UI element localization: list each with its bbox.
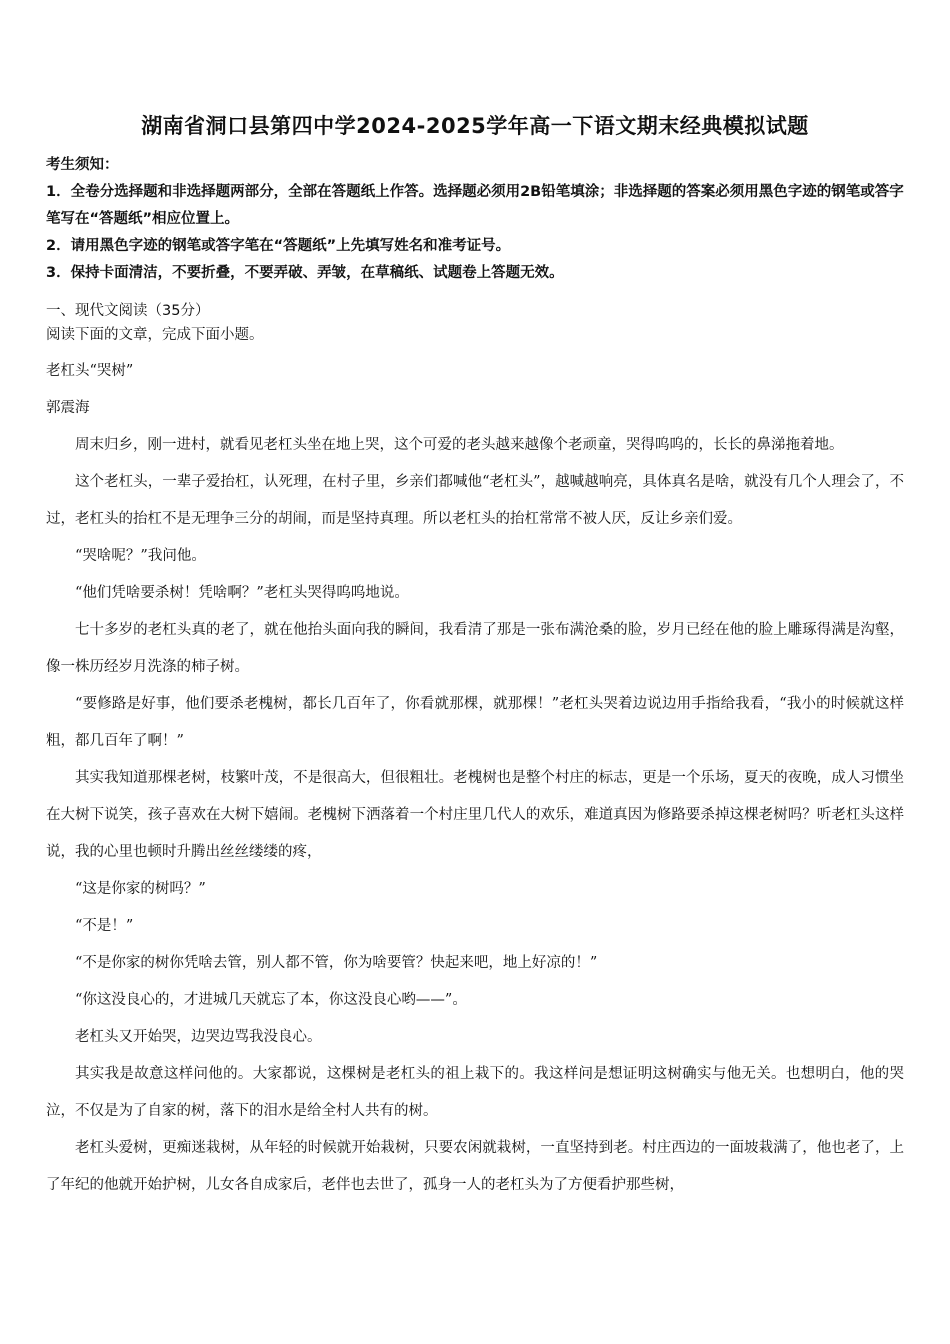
section-title: 一、现代文阅读（35分） xyxy=(46,303,210,319)
notice-item-2: 2．请用黑色字迹的钢笔或答字笔在“答题纸”上先填写姓名和准考证号。 xyxy=(46,238,511,254)
paragraph: 七十多岁的老杠头真的老了，就在他抬头面向我的瞬间，我看清了那是一张布满沧桑的脸，岁月已经在他的脸上雕琢得满是沟壑，像一株历经岁月洗涤的柿子树。 xyxy=(46,622,904,675)
paragraph: “不是你家的树你凭啥去管，别人都不管，你为啥要管？快起来吧，地上好凉的！” xyxy=(75,955,598,971)
paragraph: 周末归乡，刚一进村，就看见老杠头坐在地上哭，这个可爱的老头越来越像个老顽童，哭得呜呜的，长长的鼻涕拖着地。 xyxy=(75,437,844,453)
paragraph: 老杠头又开始哭，边哭边骂我没良心。 xyxy=(75,1029,322,1045)
notice-item-1: 1．全卷分选择题和非选择题两部分，全部在答题纸上作答。选择题必须用2B铅笔填涂；非选择题的答案必须用黑色字迹的钢笔或答字笔写在“答题纸”相应位置上。 xyxy=(46,184,904,227)
article-author: 郭震海 xyxy=(46,400,90,416)
section-instruction: 阅读下面的文章，完成下面小题。 xyxy=(46,327,264,343)
page-title: 湖南省洞口县第四中学2024-2025学年高一下语文期末经典模拟试题 xyxy=(141,114,809,138)
reading-section xyxy=(46,299,904,1204)
paragraph: “要修路是好事，他们要杀老槐树，都长几百年了，你看就那棵，就那棵！”老杠头哭着边说边用手指给我看，“我小的时候就这样粗，都几百年了啊！” xyxy=(46,696,904,749)
paragraph: 这个老杠头，一辈子爱抬杠，认死理，在村子里，乡亲们都喊他“老杠头”，越喊越响亮，具体真名是啥，就没有几个人理会了，不过，老杠头的抬杠不是无理争三分的胡闹，而是坚持真理。所以老杠头的抬杠常常不被人厌，反让乡亲们爱。 xyxy=(46,474,904,527)
article xyxy=(46,353,904,1204)
notice-item-3: 3．保持卡面清洁，不要折叠，不要弄破、弄皱，在草稿纸、试题卷上答题无效。 xyxy=(46,265,564,281)
paragraph: 其实我知道那棵老树，枝繁叶茂，不是很高大，但很粗壮。老槐树也是整个村庄的标志，更是一个乐场，夏天的夜晚，成人习惯坐在大树下说笑，孩子喜欢在大树下嬉闹。老槐树下洒落着一个村庄里几代人的欢乐，难道真因为修路要杀掉这棵老树吗？听老杠头这样说，我的心里也顿时升腾出丝丝缕缕的疼， xyxy=(46,770,904,860)
paragraph: “哭啥呢？”我问他。 xyxy=(75,548,206,564)
paragraph: “他们凭啥要杀树！凭啥啊？”老杠头哭得呜呜地说。 xyxy=(75,585,409,601)
paragraph: 老杠头爱树，更痴迷栽树，从年轻的时候就开始栽树，只要农闲就栽树，一直坚持到老。村庄西边的一面坡栽满了，他也老了，上了年纪的他就开始护树，儿女各自成家后，老伴也去世了，孤身一人的老杠头为了方便看护那些树， xyxy=(46,1140,904,1193)
notice-heading: 考生须知： xyxy=(46,157,119,173)
paragraph: “不是！” xyxy=(75,918,134,934)
paragraph: 其实我是故意这样问他的。大家都说，这棵树是老杠头的祖上栽下的。我这样问是想证明这树确实与他无关。也想明白，他的哭泣，不仅是为了自家的树，落下的泪水是给全村人共有的树。 xyxy=(46,1066,904,1119)
paragraph: “这是你家的树吗？” xyxy=(75,881,206,897)
exam-notice xyxy=(46,152,904,287)
paragraph: “你这没良心的，才进城几天就忘了本，你这没良心哟——”。 xyxy=(75,992,467,1008)
article-title: 老杠头“哭树” xyxy=(46,363,134,379)
